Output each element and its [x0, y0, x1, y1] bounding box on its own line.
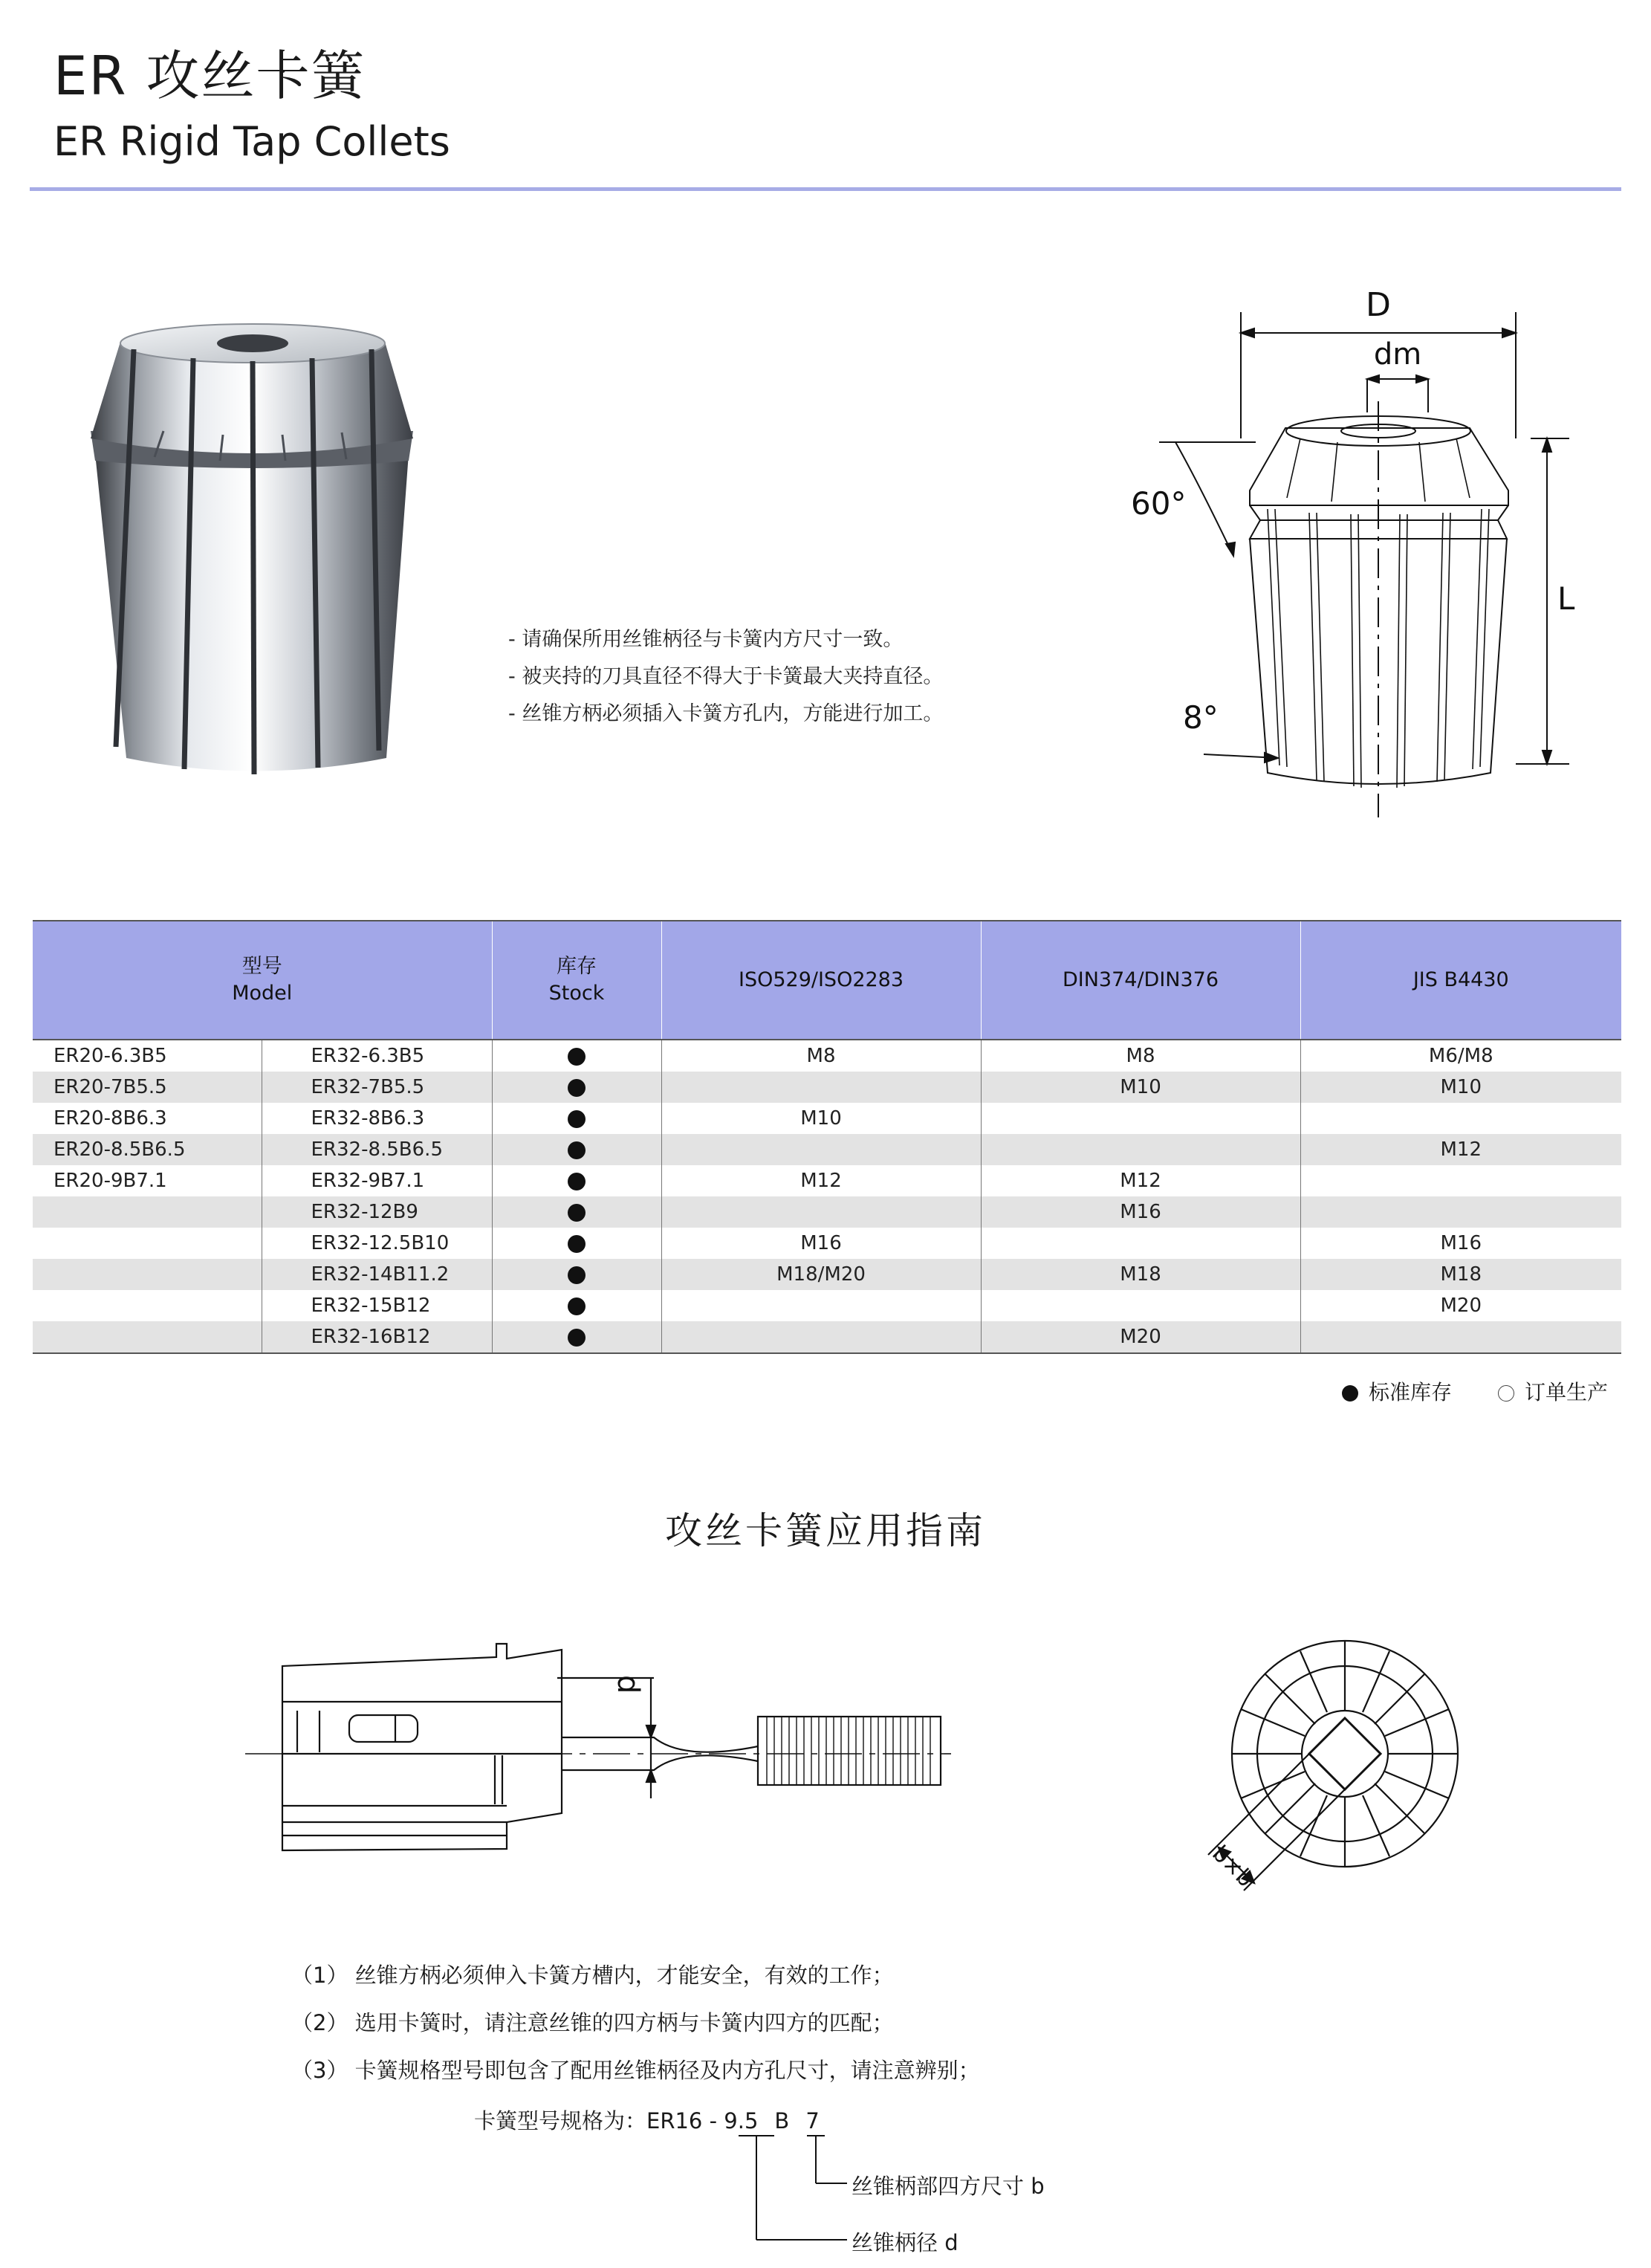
cell-stock [492, 1040, 661, 1072]
header-jis: JIS B4430 [1300, 921, 1621, 1040]
table-row [33, 1321, 1621, 1353]
cell-din [981, 1290, 1300, 1321]
stock-dot-icon [568, 1297, 586, 1315]
filled-dot-icon [1342, 1385, 1358, 1402]
dim-label-L: L [1557, 580, 1575, 617]
cell-stock [492, 1290, 661, 1321]
legend-order: 订单生产 [1525, 1380, 1609, 1404]
header-stock-en: Stock [548, 982, 605, 1005]
cell-iso [661, 1290, 981, 1321]
cell-iso: M18/M20 [661, 1259, 981, 1290]
guide-title: 攻丝卡簧应用指南 [665, 1509, 986, 1552]
cell-jis: M6/M8 [1300, 1040, 1621, 1072]
cell-jis: M12 [1300, 1134, 1621, 1165]
spec-square-size: 7 [805, 2108, 820, 2133]
cell-jis [1300, 1196, 1621, 1228]
cell-stock [492, 1228, 661, 1259]
header-model [33, 921, 492, 1040]
stock-dot-icon [568, 1204, 586, 1222]
table-row [33, 1134, 1621, 1165]
table-row [33, 1072, 1621, 1103]
cell-stock [492, 1165, 661, 1196]
collet-end-view-drawing [1174, 1635, 1486, 1917]
cell-er20 [33, 1259, 262, 1290]
cell-stock [492, 1103, 661, 1134]
cell-er32: ER32-12.5B10 [262, 1228, 492, 1259]
cell-stock [492, 1072, 661, 1103]
cell-din [981, 1134, 1300, 1165]
guide-item: （2） 选用卡簧时，请注意丝锥的四方柄与卡簧内四方的匹配； [291, 2010, 894, 2035]
spec-prefix: 卡簧型号规格为：ER16 - [474, 2108, 724, 2133]
table-row [33, 1228, 1621, 1259]
spec-callout-lines [736, 2131, 869, 2250]
table-row [33, 1165, 1621, 1196]
cell-iso [661, 1072, 981, 1103]
tap-collet-section-drawing [238, 1627, 966, 1880]
stock-dot-icon [568, 1173, 586, 1190]
cell-stock [492, 1196, 661, 1228]
cell-er20: ER20-7B5.5 [33, 1072, 262, 1103]
angle-label-8: 8° [1183, 699, 1219, 736]
cell-er32: ER32-7B5.5 [262, 1072, 492, 1103]
title-divider [30, 187, 1621, 191]
cell-din [981, 1103, 1300, 1134]
table-row [33, 1103, 1621, 1134]
cell-stock [492, 1259, 661, 1290]
cell-er20: ER20-9B7.1 [53, 1170, 167, 1192]
page-subtitle: ER Rigid Tap Collets [53, 118, 450, 165]
header-stock-cn: 库存 [557, 955, 597, 978]
cell-er32: ER32-6.3B5 [262, 1040, 492, 1072]
guide-notes [291, 1951, 980, 2094]
table-row [33, 1259, 1621, 1290]
cell-din: M16 [981, 1196, 1300, 1228]
cell-din: M20 [981, 1321, 1300, 1353]
cell-jis [1300, 1103, 1621, 1134]
table-header-row [33, 921, 1621, 1040]
cell-er20 [33, 1290, 262, 1321]
spec-table-container [33, 920, 1621, 1354]
cell-er20: ER20-6.3B5 [53, 1045, 167, 1067]
note-item: - 丝锥方柄必须插入卡簧方孔内，方能进行加工。 [508, 702, 944, 725]
cell-er32: ER32-14B11.2 [262, 1259, 492, 1290]
stock-dot-icon [568, 1266, 586, 1284]
callout-square-size: 丝锥柄部四方尺寸 b [852, 2174, 1045, 2199]
collet-product-photo [82, 320, 424, 795]
stock-dot-icon [568, 1048, 586, 1066]
cell-jis: M16 [1300, 1228, 1621, 1259]
cell-er32: ER32-16B12 [262, 1321, 492, 1353]
callout-shank-dia: 丝锥柄径 d [852, 2230, 959, 2255]
cell-jis [1300, 1165, 1621, 1196]
spec-letter-b: B [774, 2108, 790, 2133]
guide-item: （3） 卡簧规格型号即包含了配用丝锥柄径及内方孔尺寸，请注意辨别； [291, 2058, 980, 2083]
cell-iso: M10 [661, 1103, 981, 1134]
cell-er20 [33, 1228, 262, 1259]
cell-jis [1300, 1321, 1621, 1353]
cell-din [981, 1228, 1300, 1259]
cell-stock [492, 1321, 661, 1353]
cell-er32: ER32-8.5B6.5 [262, 1134, 492, 1165]
hollow-dot-icon [1498, 1385, 1514, 1402]
collet-dimension-drawing [1115, 282, 1590, 825]
spec-code-line [474, 2105, 820, 2135]
cell-jis: M20 [1300, 1290, 1621, 1321]
cell-jis: M18 [1300, 1259, 1621, 1290]
spec-shank-dia: 9.5 [724, 2108, 759, 2133]
cell-jis: M10 [1300, 1072, 1621, 1103]
cell-iso [661, 1196, 981, 1228]
cell-stock [492, 1134, 661, 1165]
cell-er20 [33, 1196, 262, 1228]
stock-legend [1342, 1378, 1608, 1407]
spec-table [33, 920, 1621, 1354]
cell-din: M10 [981, 1072, 1300, 1103]
stock-dot-icon [568, 1141, 586, 1159]
stock-dot-icon [568, 1329, 586, 1347]
table-row [33, 1290, 1621, 1321]
cell-din: M18 [981, 1259, 1300, 1290]
header-model-cn: 型号 [241, 955, 282, 978]
cell-er20: ER20-8B6.3 [53, 1107, 167, 1130]
cell-iso [661, 1321, 981, 1353]
note-item: - 被夹持的刀具直径不得大于卡簧最大夹持直径。 [508, 665, 944, 688]
header-din: DIN374/DIN376 [981, 921, 1300, 1040]
stock-dot-icon [568, 1235, 586, 1253]
cell-iso: M12 [661, 1165, 981, 1196]
cell-er20: ER20-8.5B6.5 [33, 1134, 262, 1165]
dim-label-dm: dm [1373, 337, 1422, 372]
cell-er32: ER32-9B7.1 [262, 1165, 492, 1196]
note-item: - 请确保所用丝锥柄径与卡簧内方尺寸一致。 [508, 628, 904, 651]
cell-iso: M8 [661, 1040, 981, 1072]
table-row [33, 1040, 1621, 1072]
usage-notes [508, 621, 943, 733]
header-stock [492, 921, 661, 1040]
cell-er32: ER32-8B6.3 [262, 1103, 492, 1134]
cell-er32: ER32-15B12 [262, 1290, 492, 1321]
page-title: ER 攻丝卡簧 [53, 45, 366, 107]
cell-din: M12 [981, 1165, 1300, 1196]
cell-iso: M16 [661, 1228, 981, 1259]
header-model-en: Model [232, 982, 293, 1005]
legend-standard: 标准库存 [1369, 1380, 1453, 1404]
cell-er32: ER32-12B9 [262, 1196, 492, 1228]
dim-label-d: d [611, 1675, 645, 1694]
header-iso: ISO529/ISO2283 [661, 921, 981, 1040]
table-row [33, 1196, 1621, 1228]
dim-label-D: D [1366, 286, 1391, 324]
cell-iso [661, 1134, 981, 1165]
guide-item: （1） 丝锥方柄必须伸入卡簧方槽内，才能安全，有效的工作； [291, 1963, 894, 1988]
stock-dot-icon [568, 1110, 586, 1128]
stock-dot-icon [568, 1079, 586, 1097]
dim-label-bxb: b×b [1207, 1840, 1259, 1893]
cell-din: M8 [981, 1040, 1300, 1072]
cell-er20 [33, 1321, 262, 1353]
angle-label-60: 60° [1131, 485, 1187, 522]
